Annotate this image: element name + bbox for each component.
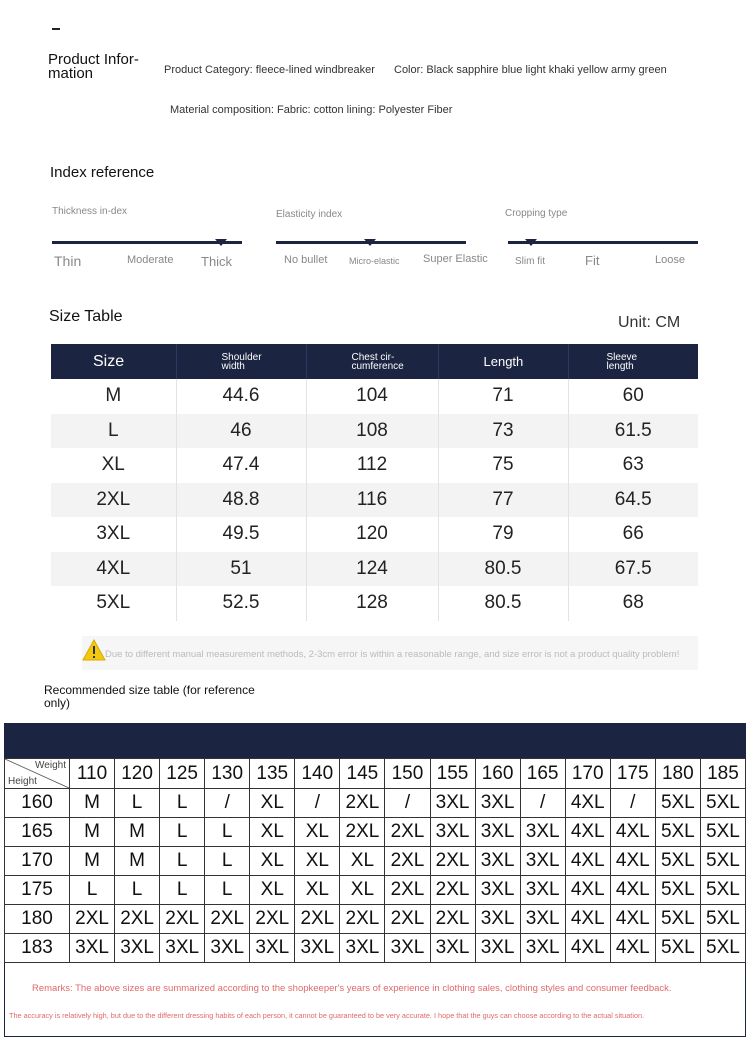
recommended-size-cell: 2XL: [70, 905, 115, 934]
elasticity-label-no-bullet: No bullet: [284, 254, 328, 266]
size-cell: 68: [568, 586, 698, 621]
size-cell: 75: [438, 448, 568, 483]
height-cell: 180: [5, 905, 70, 934]
height-row: [5, 876, 746, 905]
size-cell: 49.5: [176, 517, 306, 552]
elasticity-label-micro: Micro-elastic: [349, 256, 400, 266]
size-row: [51, 552, 698, 587]
recommended-size-cell: 2XL: [160, 905, 205, 934]
header-sleeve-length: Sleeve length: [568, 344, 698, 379]
size-row: [51, 586, 698, 621]
header-length: Length: [438, 344, 568, 379]
measurement-note: Due to different manual measurement methods, 2-3cm error is within a reasonable range, and size error is not a product quality problem!: [105, 649, 680, 660]
recommended-size-cell: /: [385, 789, 430, 818]
recommended-size-cell: 2XL: [385, 905, 430, 934]
thickness-bar: [52, 241, 242, 244]
recommended-size-cell: L: [205, 876, 250, 905]
size-cell: 3XL: [96, 523, 131, 545]
recommended-size-cell: 3XL: [340, 934, 385, 963]
thickness-marker: [215, 239, 227, 246]
recommended-size-cell: 5XL: [700, 847, 745, 876]
product-category: Product Category: fleece-lined windbreaker: [164, 64, 375, 76]
recommended-size-cell: 3XL: [520, 818, 565, 847]
recommended-size-cell: 2XL: [115, 905, 160, 934]
corner-weight-label: Weight: [35, 760, 66, 771]
recommended-size-cell: 3XL: [520, 905, 565, 934]
recommended-size-cell: XL: [295, 876, 340, 905]
corner-height-label: Height: [8, 776, 37, 787]
recommended-size-cell: 2XL: [385, 847, 430, 876]
corner-cell: [5, 759, 70, 789]
recommended-title: Recommended size table (for reference only): [44, 683, 255, 710]
recommended-size-cell: 3XL: [70, 934, 115, 963]
product-color: Color: Black sapphire blue light khaki yellow army green: [394, 64, 667, 76]
recommended-size-cell: 3XL: [475, 847, 520, 876]
size-cell: 48.8: [176, 483, 306, 518]
recommended-size-cell: L: [160, 818, 205, 847]
decorative-dash: [52, 28, 60, 30]
weight-header-cell: 125: [160, 759, 205, 789]
recommended-size-cell: L: [160, 847, 205, 876]
cropping-heading: Cropping type: [505, 208, 568, 219]
recommended-size-cell: 5XL: [655, 847, 700, 876]
recommended-size-cell: M: [115, 847, 160, 876]
recommended-size-cell: L: [205, 818, 250, 847]
recommended-size-cell: 4XL: [610, 876, 655, 905]
recommended-size-cell: 5XL: [700, 876, 745, 905]
recommended-size-cell: 4XL: [565, 789, 610, 818]
recommended-size-cell: 3XL: [430, 789, 475, 818]
recommended-size-cell: M: [70, 818, 115, 847]
recommended-size-cell: L: [160, 789, 205, 818]
header-size: Size: [51, 344, 176, 379]
recommended-size-cell: 5XL: [700, 905, 745, 934]
size-table: [51, 344, 698, 621]
remark-line-2: The accuracy is relatively high, but due to the different dressing habits of each person, it cannot be guaranteed to be very accurate. I hope that the guys can choose according to the actual situation.: [9, 1011, 645, 1020]
weight-header-cell: 155: [430, 759, 475, 789]
weight-header-cell: 160: [475, 759, 520, 789]
weight-header-cell: 140: [295, 759, 340, 789]
weight-header-cell: 130: [205, 759, 250, 789]
recommended-size-cell: L: [115, 876, 160, 905]
size-row: [51, 448, 698, 483]
recommended-size-cell: 2XL: [430, 876, 475, 905]
material-composition: Material composition: Fabric: cotton lining: Polyester Fiber: [170, 104, 453, 116]
recommended-size-cell: M: [115, 818, 160, 847]
size-row: [51, 379, 698, 414]
height-row: [5, 789, 746, 818]
weight-header-cell: 185: [700, 759, 745, 789]
size-cell: 2XL: [51, 483, 176, 518]
size-cell: 108: [306, 414, 438, 449]
height-row: [5, 847, 746, 876]
elasticity-marker: [364, 239, 376, 246]
header-shoulder-width: Shoulder width: [176, 344, 306, 379]
recommended-size-cell: 3XL: [295, 934, 340, 963]
recommended-size-cell: /: [205, 789, 250, 818]
recommended-size-cell: 4XL: [565, 934, 610, 963]
size-cell: 128: [306, 586, 438, 621]
recommended-size-cell: L: [115, 789, 160, 818]
size-cell: 73: [438, 414, 568, 449]
product-info-title: Product Infor-mation: [48, 51, 139, 82]
recommended-size-cell: 4XL: [610, 905, 655, 934]
size-cell: 120: [306, 517, 438, 552]
recommended-size-cell: 5XL: [655, 818, 700, 847]
recommended-size-cell: 5XL: [655, 789, 700, 818]
recommended-size-cell: 2XL: [430, 905, 475, 934]
recommended-size-cell: 4XL: [610, 847, 655, 876]
recommended-size-cell: 3XL: [475, 905, 520, 934]
recommended-size-cell: 3XL: [520, 934, 565, 963]
recommended-size-cell: XL: [340, 847, 385, 876]
recommended-table: [4, 758, 746, 963]
recommended-size-cell: XL: [340, 876, 385, 905]
recommended-size-cell: 3XL: [430, 934, 475, 963]
size-cell: 80.5: [438, 586, 568, 621]
weight-header-cell: 180: [655, 759, 700, 789]
weight-header-cell: 135: [250, 759, 295, 789]
size-cell: 5XL: [96, 592, 131, 614]
recommended-size-cell: 5XL: [700, 789, 745, 818]
recommended-size-cell: 4XL: [610, 934, 655, 963]
size-cell: 64.5: [568, 483, 698, 518]
recommended-size-cell: M: [70, 789, 115, 818]
recommended-size-cell: 3XL: [385, 934, 430, 963]
height-cell: 175: [5, 876, 70, 905]
elasticity-heading: Elasticity index: [276, 209, 343, 220]
size-cell: 124: [306, 552, 438, 587]
recommended-size-cell: 2XL: [295, 905, 340, 934]
size-table-title: Size Table: [49, 308, 123, 325]
size-table-header-row: [51, 344, 698, 379]
size-cell: 46: [176, 414, 306, 449]
height-cell: 165: [5, 818, 70, 847]
size-cell: 71: [438, 379, 568, 414]
cropping-label-loose: Loose: [655, 254, 685, 266]
recommended-size-cell: 4XL: [565, 876, 610, 905]
recommended-size-cell: 2XL: [340, 789, 385, 818]
height-row: [5, 905, 746, 934]
recommended-size-cell: 3XL: [520, 876, 565, 905]
size-cell: 44.6: [176, 379, 306, 414]
recommended-size-cell: 4XL: [610, 818, 655, 847]
header-chest: Chest cir-cumference: [306, 344, 438, 379]
recommended-size-cell: 2XL: [250, 905, 295, 934]
size-cell: M: [105, 385, 122, 407]
size-cell: 60: [568, 379, 698, 414]
size-cell: XL: [101, 454, 125, 476]
size-cell: 4XL: [51, 552, 176, 587]
size-row: [51, 517, 698, 552]
size-cell: 61.5: [568, 414, 698, 449]
weight-header-cell: 170: [565, 759, 610, 789]
size-cell: 112: [306, 448, 438, 483]
recommended-size-cell: 5XL: [655, 934, 700, 963]
recommended-size-cell: XL: [250, 876, 295, 905]
thickness-label-moderate: Moderate: [127, 254, 174, 266]
recommended-size-cell: 3XL: [475, 934, 520, 963]
weight-header-cell: 175: [610, 759, 655, 789]
recommended-size-cell: XL: [250, 818, 295, 847]
recommended-size-cell: 3XL: [250, 934, 295, 963]
recommended-size-cell: 2XL: [340, 905, 385, 934]
weight-header-cell: 165: [520, 759, 565, 789]
height-row: [5, 818, 746, 847]
recommended-size-cell: 3XL: [160, 934, 205, 963]
thickness-label-thick: Thick: [201, 254, 233, 269]
height-cell: 160: [5, 789, 70, 818]
recommended-size-cell: 3XL: [430, 818, 475, 847]
recommended-size-cell: /: [295, 789, 340, 818]
elasticity-label-super: Super Elastic: [423, 253, 488, 265]
recommended-size-cell: XL: [295, 818, 340, 847]
size-cell: 104: [306, 379, 438, 414]
thickness-label-thin: Thin: [54, 253, 82, 269]
size-cell: L: [51, 414, 176, 449]
cropping-label-fit: Fit: [585, 253, 600, 268]
index-reference-title: Index reference: [50, 164, 155, 181]
recommended-size-cell: 5XL: [655, 905, 700, 934]
recommended-size-cell: 4XL: [565, 847, 610, 876]
recommended-size-cell: XL: [250, 847, 295, 876]
weight-header-cell: 120: [115, 759, 160, 789]
height-cell: 183: [5, 934, 70, 963]
recommended-size-cell: 2XL: [340, 818, 385, 847]
recommended-size-cell: 3XL: [520, 847, 565, 876]
size-cell: 67.5: [568, 552, 698, 587]
recommended-size-cell: /: [610, 789, 655, 818]
cropping-marker: [525, 239, 537, 246]
recommended-size-cell: 2XL: [385, 818, 430, 847]
size-cell: 47.4: [176, 448, 306, 483]
size-cell: 77: [438, 483, 568, 518]
recommended-size-cell: /: [520, 789, 565, 818]
recommended-size-cell: XL: [295, 847, 340, 876]
weight-header-row: [5, 759, 746, 789]
height-cell: 170: [5, 847, 70, 876]
size-row: [51, 483, 698, 518]
cropping-label-slim: Slim fit: [515, 256, 545, 267]
remark-line-1: Remarks: The above sizes are summarized according to the shopkeeper's years of experience in clothing sales, clothing styles and consumer feedback.: [32, 983, 672, 994]
size-cell: 63: [568, 448, 698, 483]
size-cell: 51: [176, 552, 306, 587]
warning-icon: [82, 639, 106, 661]
thickness-heading: Thickness in-dex: [52, 206, 128, 217]
recommended-size-cell: 3XL: [205, 934, 250, 963]
height-row: [5, 934, 746, 963]
recommended-size-cell: L: [160, 876, 205, 905]
recommended-size-cell: 4XL: [565, 818, 610, 847]
weight-header-cell: 145: [340, 759, 385, 789]
weight-header-cell: 150: [385, 759, 430, 789]
recommended-size-cell: 4XL: [565, 905, 610, 934]
recommended-size-cell: 5XL: [700, 934, 745, 963]
size-cell: 116: [306, 483, 438, 518]
recommended-header-band: [4, 723, 746, 758]
recommended-size-cell: 5XL: [655, 876, 700, 905]
recommended-size-cell: 2XL: [205, 905, 250, 934]
recommended-size-cell: 3XL: [475, 876, 520, 905]
recommended-size-cell: 3XL: [115, 934, 160, 963]
size-cell: 80.5: [438, 552, 568, 587]
size-cell: 66: [568, 517, 698, 552]
size-row: [51, 414, 698, 449]
recommended-size-cell: 2XL: [385, 876, 430, 905]
recommended-size-cell: XL: [250, 789, 295, 818]
size-cell: 79: [438, 517, 568, 552]
recommended-size-cell: 3XL: [475, 818, 520, 847]
recommended-size-cell: 5XL: [700, 818, 745, 847]
recommended-size-cell: 2XL: [430, 847, 475, 876]
unit-label: Unit: CM: [618, 314, 681, 331]
recommended-size-cell: M: [70, 847, 115, 876]
size-cell: 52.5: [176, 586, 306, 621]
recommended-size-cell: L: [70, 876, 115, 905]
recommended-size-cell: L: [205, 847, 250, 876]
weight-header-cell: 110: [70, 759, 115, 789]
recommended-size-cell: 3XL: [475, 789, 520, 818]
